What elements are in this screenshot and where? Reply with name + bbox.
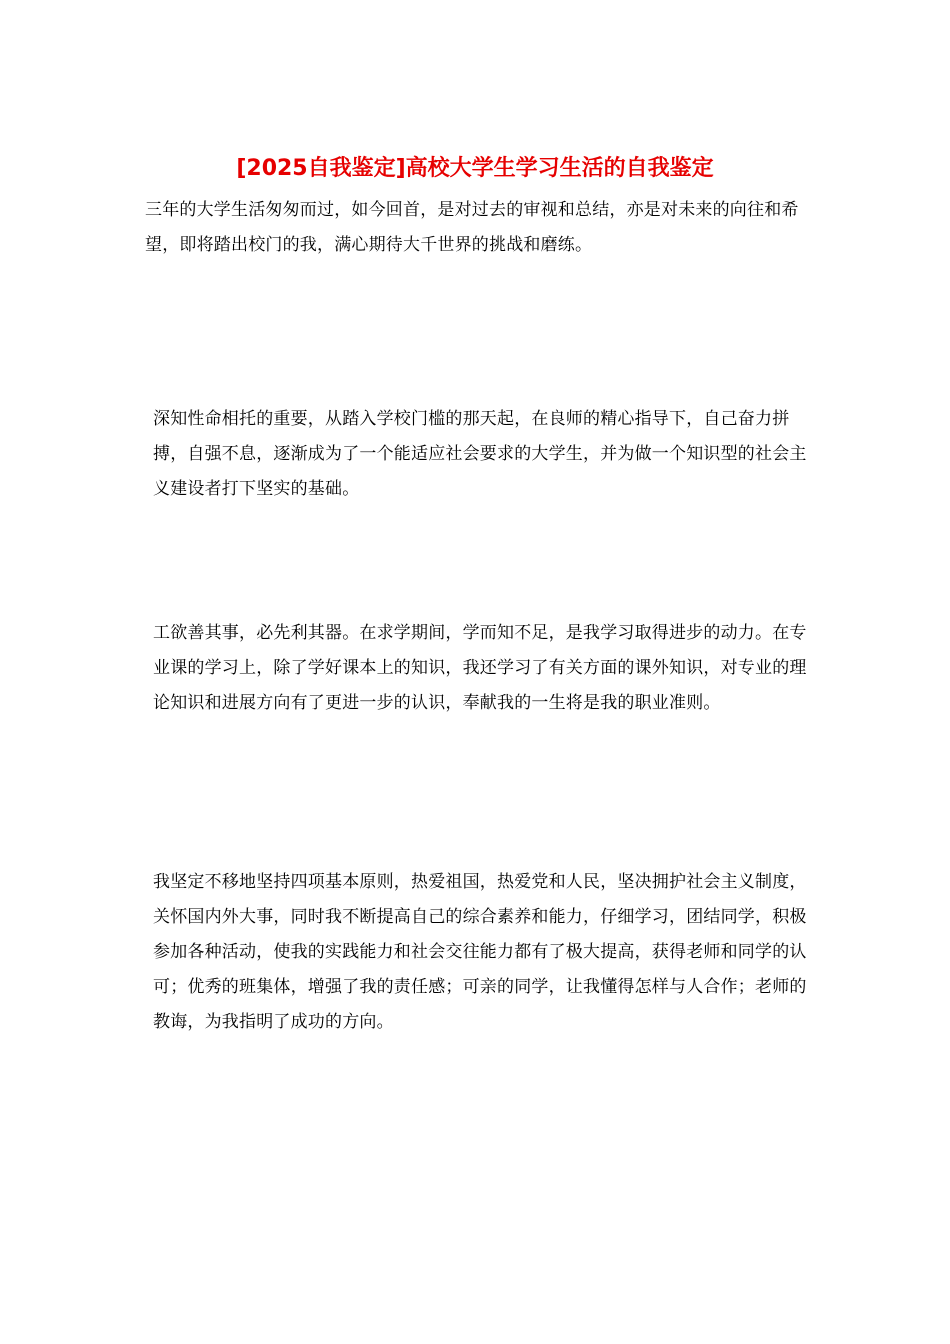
paragraph-intro: 三年的大学生活匆匆而过，如今回首，是对过去的审视和总结，亦是对未来的向往和希望，即将踏出校门的我，满心期待大千世界的挑战和磨练。 bbox=[145, 200, 799, 255]
paragraph-study: 工欲善其事，必先利其器。在求学期间，学而知不足，是我学习取得进步的动力。在专业课的学习上，除了学好课本上的知识，我还学习了有关方面的课外知识，对专业的理论知识和进展方向有了更进一步的认识，奉献我的一生将是我的职业准则。 bbox=[153, 623, 807, 713]
paragraph-politics: 我坚定不移地坚持四项基本原则，热爱祖国，热爱党和人民，坚决拥护社会主义制度，关怀国内外大事，同时我不断提高自己的综合素养和能力，仔细学习，团结同学，积极参加各种活动，使我的实践能力和社会交往能力都有了极大提高，获得老师和同学的认可；优秀的班集体，增强了我的责任感；可亲的同学，让我懂得怎样与人合作；老师的教诲，为我指明了成功的方向。 bbox=[153, 872, 807, 1032]
document-title: [2025自我鉴定]高校大学生学习生活的自我鉴定 bbox=[236, 156, 714, 181]
paragraph-effort: 深知性命相托的重要，从踏入学校门槛的那天起，在良师的精心指导下，自己奋力拼搏，自强不息，逐渐成为了一个能适应社会要求的大学生，并为做一个知识型的社会主义建设者打下坚实的基础。 bbox=[153, 409, 807, 499]
